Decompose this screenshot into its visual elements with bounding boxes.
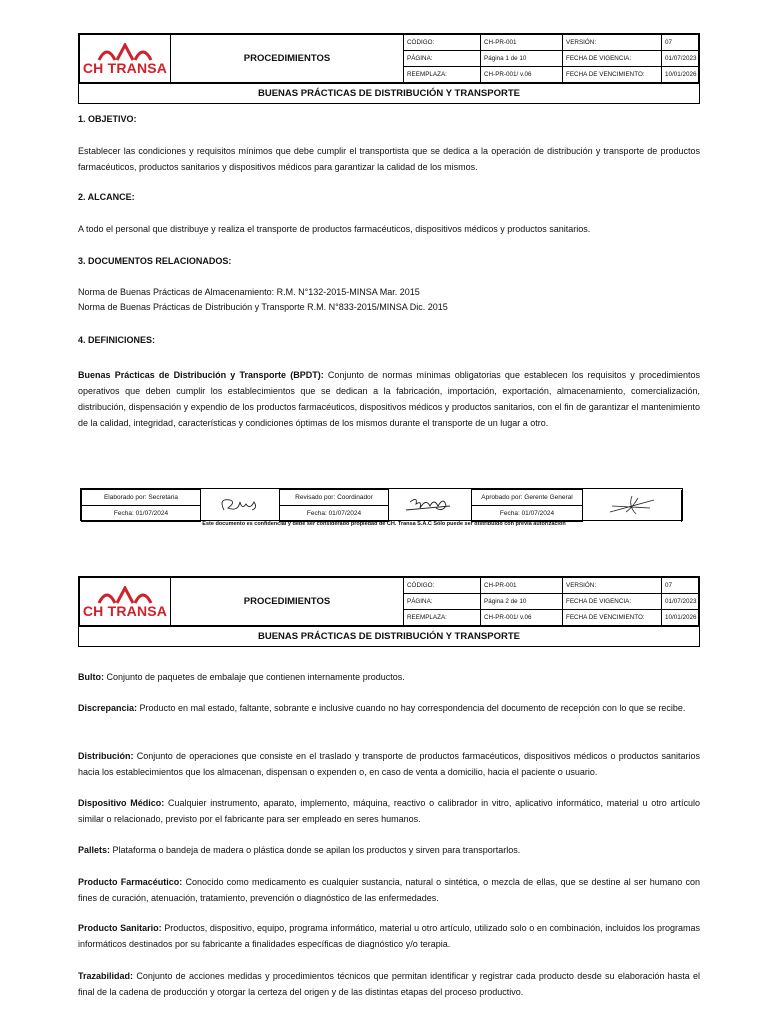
definition-term: Bulto: (78, 672, 104, 682)
bpdt-definition (78, 367, 700, 431)
reemplaza-value: CH-PR-001/ v.06 (481, 67, 563, 83)
definition-distribucion (78, 748, 700, 780)
version-value: 07 (662, 578, 699, 594)
definition-term: Pallets: (78, 845, 111, 855)
definition-text: Conjunto de paquetes de embalaje que contienen internamente productos. (104, 672, 405, 682)
company-logo (80, 578, 171, 626)
alcance-heading: 2. ALCANCE: (78, 192, 135, 202)
section-label: PROCEDIMIENTOS (171, 578, 404, 626)
document-title: BUENAS PRÁCTICAS DE DISTRIBUCIÓN Y TRANSPORTE (79, 626, 699, 646)
revisado-label: Revisado por: Coordinador (280, 490, 389, 506)
objetivo-heading: 1. OBJETIVO: (78, 114, 137, 124)
pagina-label: PÁGINA: (404, 594, 481, 610)
definition-trazabilidad (78, 968, 700, 1000)
definition-text: Producto en mal estado, faltante, sobrante e inclusive cuando no hay correspondencia del documento de recepción con lo que se recibe. (137, 703, 686, 713)
fecha-aprobado: Fecha: 01/07/2024 (472, 506, 583, 522)
pagina-value: Página 1 de 10 (481, 51, 563, 67)
vigencia-value: 01/07/2023 (662, 51, 699, 67)
reemplaza-value: CH-PR-001/ v.06 (481, 610, 563, 626)
definition-producto-sanitario (78, 920, 700, 952)
confidentiality-note: Este documento es confidencial y debe ser considerado propiedad de CH. Transa S.A.C Sólo puede ser distribuido con previa autorización (202, 521, 566, 527)
approval-table (80, 488, 683, 521)
reemplaza-label: REEMPLAZA: (404, 67, 481, 83)
definition-bulto (78, 669, 700, 685)
logo-arches-icon (93, 43, 157, 61)
vigencia-label: FECHA DE VIGENCIA: (563, 51, 662, 67)
definition-term: Dispositivo Médico: (78, 798, 165, 808)
definition-text: Conocido como medicamento es cualquier sustancia, natural o sintética, o mezcla de ellas, que se destine al ser humano con fines de curación, atenuación, tratamiento, prevención o diagnóstico de las enfermedades. (78, 877, 700, 903)
documentos-heading: 3. DOCUMENTOS RELACIONADOS: (78, 256, 232, 266)
definition-text: Cualquier instrumento, aparato, implemento, máquina, reactivo o calibrador in vitro, aplicativo informático, material u otro artículo similar o relacionado, previsto por el fabricante para ser empleado en seres humanos. (78, 798, 700, 824)
definition-term: Buenas Prácticas de Distribución y Transporte (BPDT): (78, 370, 324, 380)
definition-text: Conjunto de acciones medidas y procedimientos técnicos que permitan identificar y registrar cada producto desde su elaboración hasta el final de la cadena de producción y otorgar la certeza del origen y de las distintas etapas del proceso productivo. (78, 971, 700, 997)
codigo-value: CH-PR-001 (481, 35, 563, 51)
signature-elaborado (201, 490, 280, 522)
aprobado-label: Aprobado por: Gerente General (472, 490, 583, 506)
vigencia-label: FECHA DE VIGENCIA: (563, 594, 662, 610)
version-label: VERSIÓN: (563, 578, 662, 594)
definition-discrepancia (78, 700, 700, 716)
page2-header (78, 576, 700, 647)
definition-term: Trazabilidad: (78, 971, 134, 981)
vencimiento-label: FECHA DE VENCIMIENTO: (563, 610, 662, 626)
codigo-value: CH-PR-001 (481, 578, 563, 594)
fecha-elaborado: Fecha: 01/07/2024 (82, 506, 201, 522)
definition-term: Distribución: (78, 751, 134, 761)
definition-pallets (78, 842, 700, 858)
definiciones-heading: 4. DEFINICIONES: (78, 335, 156, 345)
alcance-text: A todo el personal que distribuye y realiza el transporte de productos farmacéuticos, dispositivos médicos y productos sanitarios. (78, 224, 591, 234)
definition-term: Discrepancia: (78, 703, 138, 713)
pagina-label: PÁGINA: (404, 51, 481, 67)
logo-arches-icon (93, 586, 157, 604)
signature-aprobado (583, 490, 682, 522)
document-title: BUENAS PRÁCTICAS DE DISTRIBUCIÓN Y TRANSPORTE (79, 83, 699, 103)
vigencia-value: 01/07/2023 (662, 594, 699, 610)
reemplaza-label: REEMPLAZA: (404, 610, 481, 626)
logo-brand: CH TRANSA (82, 602, 168, 619)
definition-text: Conjunto de normas mínimas obligatorias que establecen los requisitos y procedimientos operativos que deben cumplir los establecimientos que se dedican a la fabricación, importación, exportación, almacenamiento, comercialización, distribución, dispensación y expendio de los productos farmacéuticos, dispositivos médicos y productos sanitarios, con el fin de garantizar el mantenimiento de la calidad, integridad, características y condiciones óptimas de los mismos durante el transporte de un lugar a otro. (78, 370, 700, 428)
page1-header (78, 33, 700, 104)
section-label: PROCEDIMIENTOS (171, 35, 404, 83)
signature-revisado (389, 490, 472, 522)
definition-producto-farmaceutico (78, 874, 700, 906)
codigo-label: CÓDIGO: (404, 578, 481, 594)
vencimiento-value: 10/01/2026 (662, 67, 699, 83)
definition-text: Conjunto de operaciones que consiste en el traslado y transporte de productos farmacéuticos, dispositivos médicos o productos sanitarios hacia los establecimientos que los almacenan, dispensan o expenden o, en caso de venta a domicilio, hacia el paciente o usuario. (78, 751, 700, 777)
fecha-revisado: Fecha: 01/07/2024 (280, 506, 389, 522)
version-value: 07 (662, 35, 699, 51)
documento-item: Norma de Buenas Prácticas de Distribución y Transporte R.M. N°833-2015/MINSA Dic. 2015 (78, 302, 448, 312)
vencimiento-label: FECHA DE VENCIMIENTO: (563, 67, 662, 83)
pagina-value: Página 2 de 10 (481, 594, 563, 610)
definition-term: Producto Farmacéutico: (78, 877, 183, 887)
elaborado-label: Elaborado por: Secretaria (82, 490, 201, 506)
objetivo-text: Establecer las condiciones y requisitos mínimos que debe cumplir el transportista que se dedica a la operación de distribución y transporte de productos farmacéuticos, productos sanitarios y dispositivos médicos para garantizar la calidad de los mismos. (78, 146, 700, 172)
definition-text: Productos, dispositivo, equipo, programa informático, material u otro artículo, utilizado solo o en combinación, incluidos los programas informáticos destinados por su fabricante a finalidades específicas de diagnóstico y/o terapia. (78, 923, 700, 949)
vencimiento-value: 10/01/2026 (662, 610, 699, 626)
definition-term: Producto Sanitario: (78, 923, 162, 933)
company-logo (80, 35, 171, 83)
version-label: VERSIÓN: (563, 35, 662, 51)
definition-text: Plataforma o bandeja de madera o plástica donde se apilan los productos y sirven para transportarlos. (110, 845, 521, 855)
codigo-label: CÓDIGO: (404, 35, 481, 51)
documento-item: Norma de Buenas Prácticas de Almacenamiento: R.M. N°132-2015-MINSA Mar. 2015 (78, 287, 420, 297)
definition-dispositivo-medico (78, 795, 700, 827)
logo-brand: CH TRANSA (82, 59, 168, 76)
